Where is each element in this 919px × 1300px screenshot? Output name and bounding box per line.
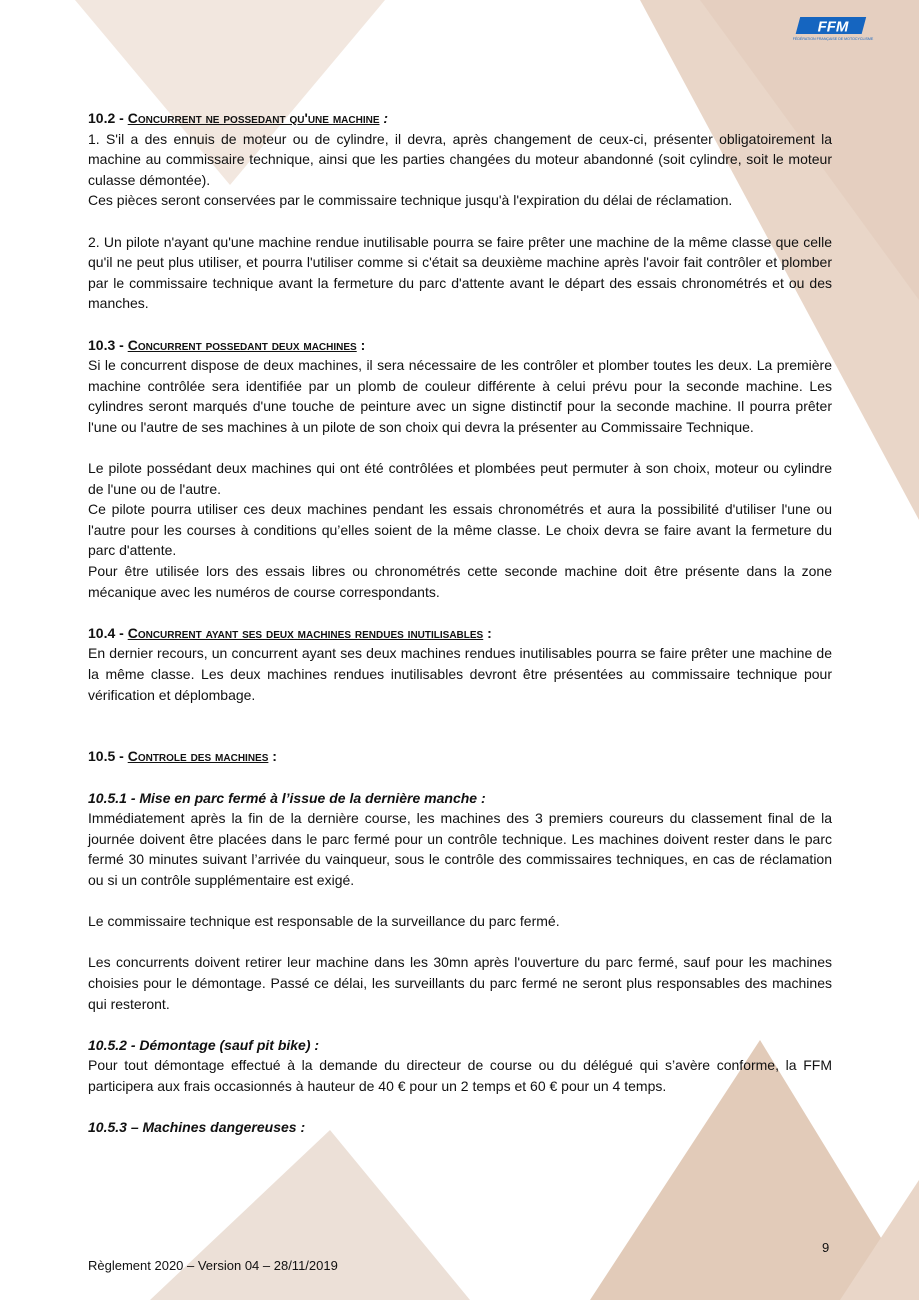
subsection-heading-10-5-2: 10.5.2 - Démontage (sauf pit bike) : bbox=[88, 1036, 320, 1053]
subsection-heading-10-5-3: 10.5.3 – Machines dangereuses : bbox=[88, 1119, 306, 1136]
section-heading-10-3: 10.3 - Concurrent possedant deux machines : bbox=[88, 336, 366, 353]
paragraph: 2. Un pilote n'ayant qu'une machine rendue inutilisable pourra se faire prêter une machine de la même classe que celle qu'il ne peut plus utiliser, et pourra l'utiliser comme si c'était sa deuxième machine après l'avoir fait contrôler et plomber par le commissaire technique avant la fermeture du parc d'attente avant le départ des essais chronométrés et ou des manches. bbox=[88, 233, 832, 312]
paragraph: Si le concurrent dispose de deux machines, il sera nécessaire de les contrôler et plomber toutes les deux. La première machine contrôlée sera identifiée par un plomb de couleur différente à celui prévu pour la seconde machine. Les cylindres seront marqués d'une touche de peinture avec un signe distinctif pour la seconde machine. Il pourra prêter l'une ou l'autre de ses machines à un pilote de son choix qui devra la présenter au Commissaire Technique. bbox=[88, 357, 832, 435]
paragraph: Immédiatement après la fin de la dernière course, les machines des 3 premiers coureurs du classement final de la journée doivent être placées dans le parc fermé pour un contrôle technique. Les machines doivent rester dans le parc fermé 30 minutes suivant l’arrivée du vainqueur, sous le contrôle des commissaires techniques, en cas de réclamation ou si un contrôle supplémentaire est exigé. bbox=[88, 810, 832, 888]
footer-text: Règlement 2020 – Version 04 – 28/11/2019 bbox=[88, 1258, 338, 1273]
section-heading-10-5: 10.5 - Controle des machines : bbox=[88, 748, 277, 765]
section-title: Concurrent possedant deux machines bbox=[127, 336, 357, 353]
paragraph: Le commissaire technique est responsable de la surveillance du parc fermé. bbox=[88, 913, 560, 930]
section-title: Concurrent ayant ses deux machines rendues inutilisables bbox=[127, 624, 484, 641]
section-heading-10-4: 10.4 - Concurrent ayant ses deux machines rendues inutilisables : bbox=[88, 624, 492, 641]
paragraph: Ces pièces seront conservées par le commissaire technique jusqu'à l'expiration du délai de réclamation. bbox=[88, 192, 733, 209]
paragraph: Le pilote possédant deux machines qui ont été contrôlées et plombées peut permuter à son choix, moteur ou cylindre de l'une ou de l'autre. bbox=[88, 460, 832, 497]
section-title: Concurrent ne possedant qu'une machine bbox=[127, 110, 380, 126]
subsection-heading-10-5-1: 10.5.1 - Mise en parc fermé à l’issue de la dernière manche : bbox=[88, 789, 486, 806]
logo-text: FFM bbox=[817, 18, 849, 36]
ffm-logo bbox=[792, 14, 874, 42]
paragraph: En dernier recours, un concurrent ayant ses deux machines rendues inutilisables pourra se faire prêter une machine de la même classe. Les deux machines rendues inutilisables devront être présentées au commissaire technique pour vérification et déplombage. bbox=[88, 645, 832, 703]
page-number: 9 bbox=[822, 1240, 830, 1255]
paragraph: Pour tout démontage effectué à la demande du directeur de course ou du délégué qui s’avère conforme, la FFM participera aux frais occasionnés à hauteur de 40 € pour un 2 temps et 60 € pour un 4 temps. bbox=[88, 1057, 832, 1094]
logo-tagline: FÉDÉRATION FRANÇAISE DE MOTOCYCLISME bbox=[792, 37, 874, 41]
paragraph: Pour être utilisée lors des essais libres ou chronométrés cette seconde machine doit être présente dans la zone mécanique avec les numéros de course correspondants. bbox=[88, 563, 832, 600]
page-content bbox=[88, 108, 832, 1138]
section-title: Controle des machines bbox=[127, 748, 269, 765]
paragraph: 1. S'il a des ennuis de moteur ou de cylindre, il devra, après changement de ceux-ci, présenter obligatoirement la machine au commissaire technique, ainsi que les parties changées du moteur abandonné (soit cylindre, soit le moteur culasse démontée). bbox=[88, 130, 832, 188]
bottom-left-triangle bbox=[150, 1130, 470, 1300]
paragraph: Ce pilote pourra utiliser ces deux machines pendant les essais chronométrés et aura la possibilité d'utiliser l'une ou l'autre pour les courses à conditions qu’elles soient de la même classe. Le choix devra se faire avant la fermeture du parc d'attente. bbox=[88, 501, 832, 559]
section-heading-10-2: 10.2 - Concurrent ne possedant qu'une machine : bbox=[88, 110, 389, 126]
paragraph: Les concurrents doivent retirer leur machine dans les 30mn après l'ouverture du parc fermé, sauf pour les machines choisies pour le démontage. Passé ce délai, les surveillants du parc fermé ne seront plus responsables des machines qui resteront. bbox=[88, 954, 832, 1012]
